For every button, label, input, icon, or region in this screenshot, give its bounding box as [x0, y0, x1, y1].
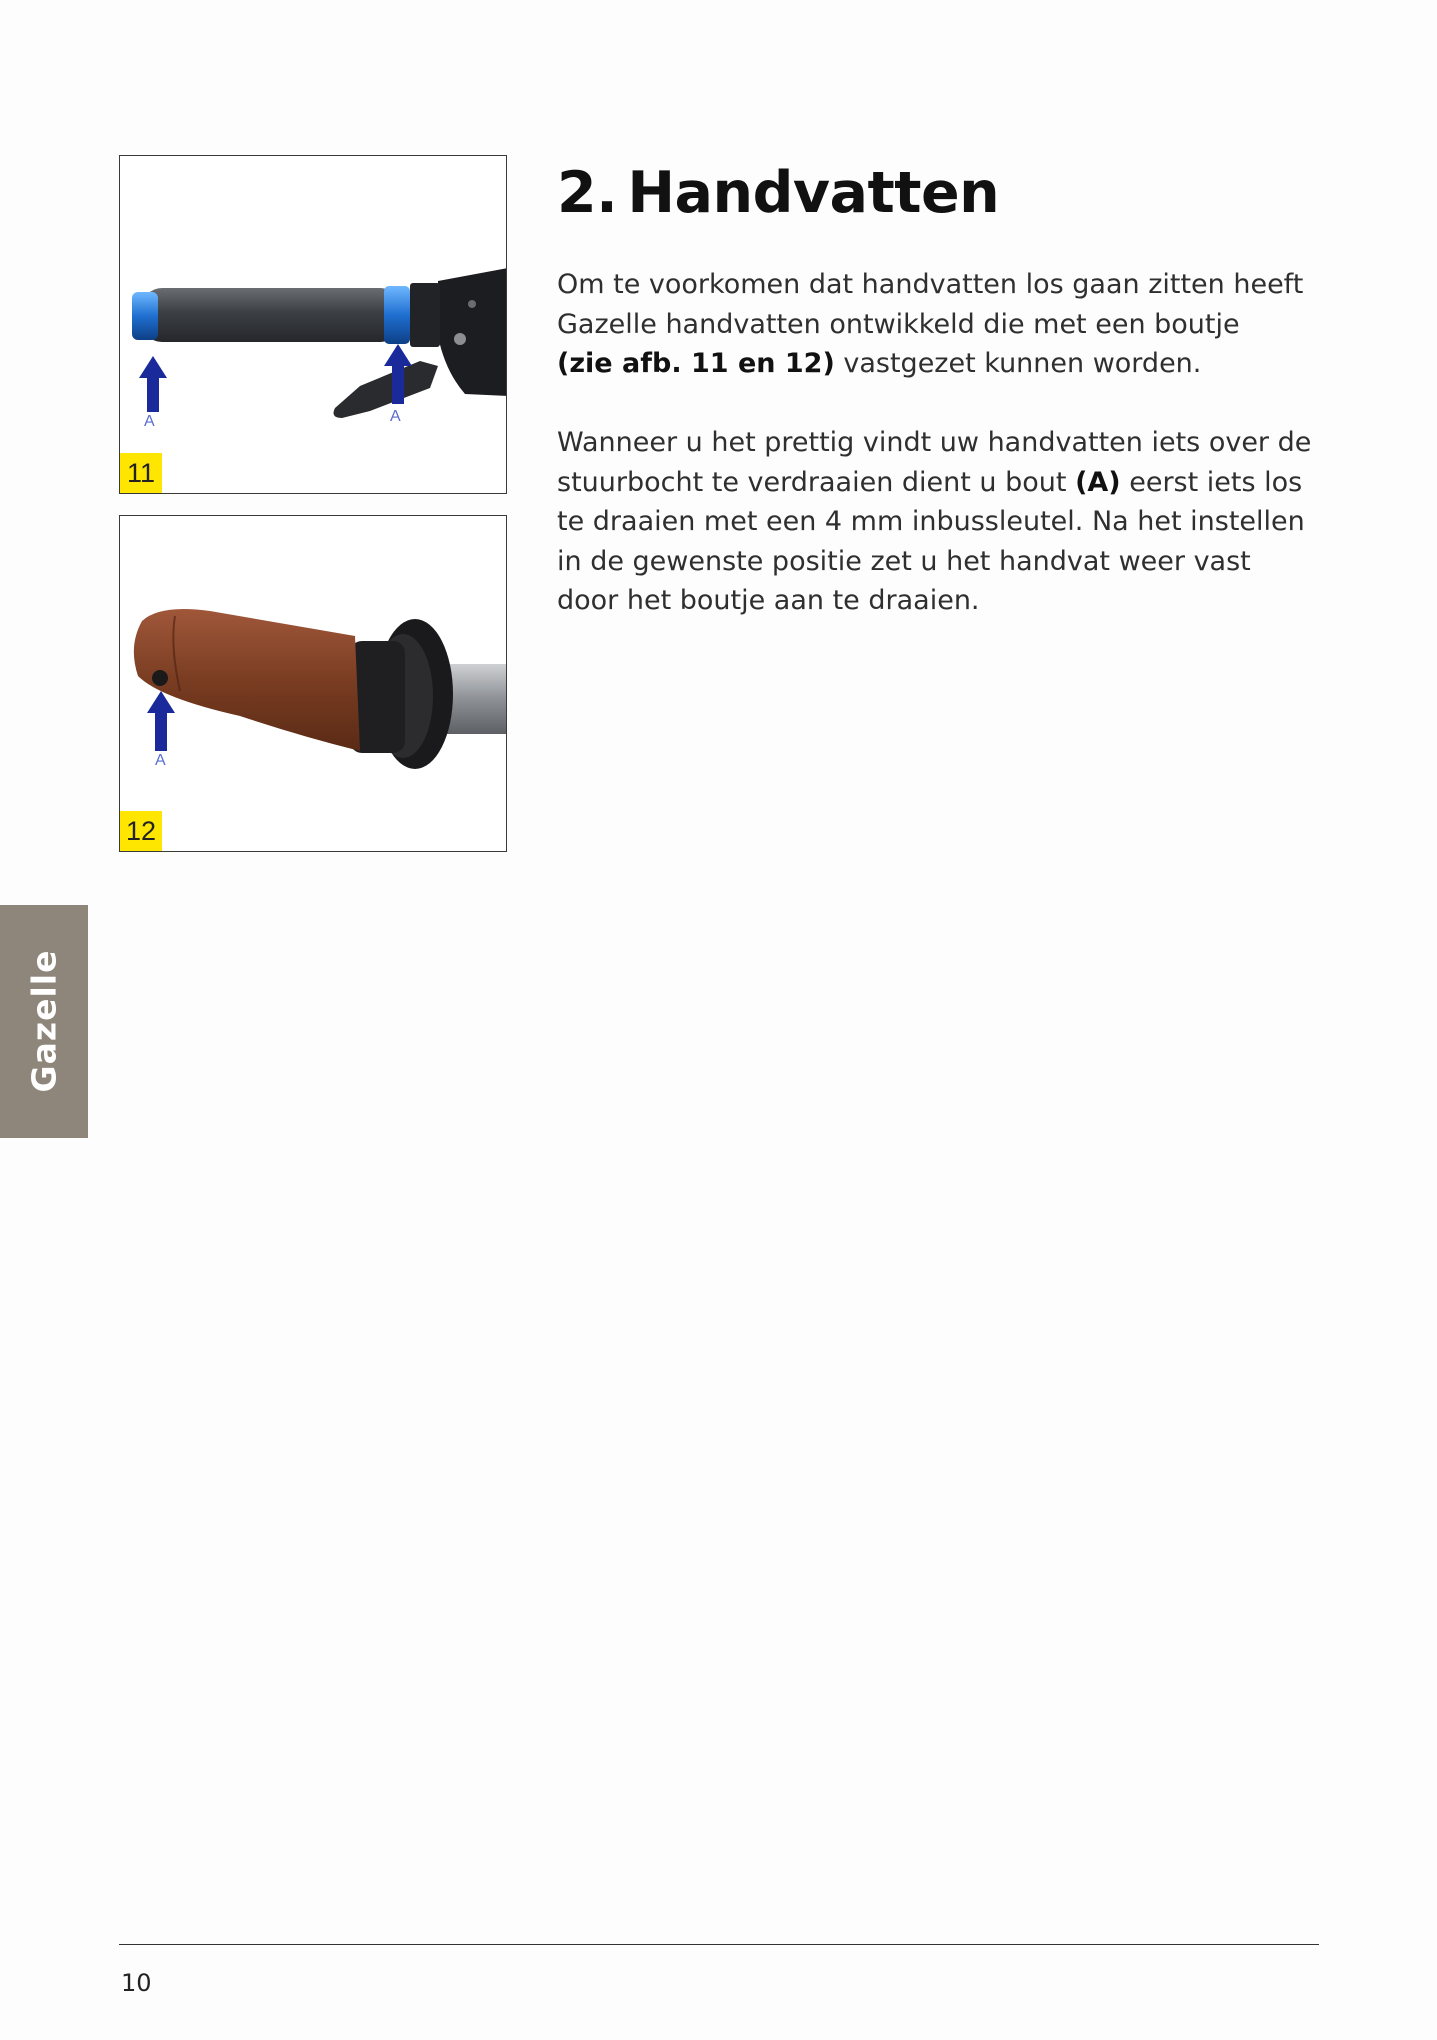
arrow-a-left [139, 356, 167, 412]
label-a-right: A [390, 408, 401, 425]
label-a: A [155, 752, 166, 769]
page-number: 10 [121, 1969, 152, 1997]
paragraph-intro-line2: Gazelle handvatten ontwikkeld die met een boutje [557, 308, 1240, 340]
paragraph-intro-line3: vastgezet kunnen worden. [834, 348, 1202, 379]
section-number: 2. [557, 160, 618, 226]
label-a-left: A [144, 413, 155, 430]
figure-11 [119, 155, 507, 494]
arrow-a [147, 691, 175, 751]
paragraph-intro [557, 265, 1317, 384]
figure-12 [119, 515, 507, 852]
handlebar-grip-photo-11 [120, 156, 507, 494]
brand-name: Gazelle [24, 949, 64, 1093]
figure-number-11: 11 [120, 453, 162, 493]
paragraph-instructions-part1: Wanneer u het prettig vindt uw handvatten iets over de stuurbocht te verdraaien dient u bout [557, 427, 1312, 498]
section-title: Handvatten [627, 160, 1000, 226]
section-heading [557, 160, 999, 226]
footer-divider [119, 1944, 1319, 1945]
brand-side-tab [0, 905, 88, 1138]
bolt-reference: (A) [1075, 466, 1121, 498]
handlebar-grip-photo-12 [120, 516, 507, 852]
paragraph-intro-line1: Om te voorkomen dat handvatten los gaan zitten heeft [557, 269, 1304, 300]
paragraph-instructions-part2: eerst iets los te draaien met een 4 mm inbussleutel. Na het instellen in de gewenste positie zet u het handvat weer vast door het boutje aan te draaien. [557, 466, 1305, 616]
figure-reference: (zie afb. 11 en 12) [557, 348, 835, 379]
paragraph-instructions [557, 423, 1317, 621]
figure-number-12: 12 [120, 811, 162, 851]
